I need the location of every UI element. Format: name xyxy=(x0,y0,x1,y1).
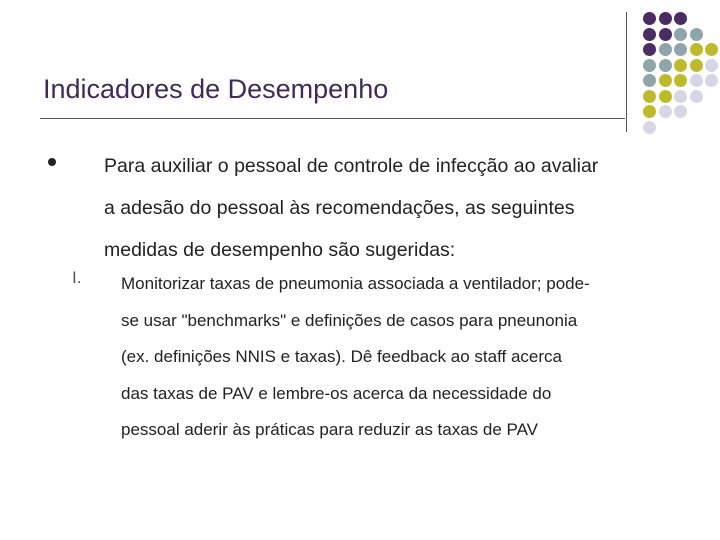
decorative-dot xyxy=(659,28,672,41)
decorative-dot xyxy=(643,43,656,56)
decorative-dot xyxy=(674,74,687,87)
decorative-dot xyxy=(659,43,672,56)
decorative-dot xyxy=(674,12,687,25)
decorative-dot xyxy=(643,28,656,41)
title-divider-horizontal xyxy=(40,118,625,119)
sub-item-marker: I. xyxy=(72,268,82,287)
sub-item-line: Monitorizar taxas de pneumonia associada a ventilador; pode- xyxy=(121,274,590,293)
decorative-dot xyxy=(643,121,656,134)
bullet-dot-icon xyxy=(48,158,56,166)
decorative-dot xyxy=(674,43,687,56)
decorative-dot xyxy=(674,28,687,41)
decorative-dot-grid xyxy=(640,12,720,122)
sub-item-line: se usar "benchmarks" e definições de casos para pneunonia xyxy=(121,310,578,330)
decorative-dot xyxy=(659,74,672,87)
decorative-dot xyxy=(690,59,703,72)
bullet-paragraph xyxy=(104,145,684,271)
decorative-dot xyxy=(643,74,656,87)
bullet-line: medidas de desempenho são sugeridas: xyxy=(104,239,456,261)
decorative-dot xyxy=(659,59,672,72)
decorative-dot xyxy=(674,105,687,118)
decorative-dot xyxy=(705,74,718,87)
decorative-dot xyxy=(705,43,718,56)
slide-title: Indicadores de Desempenho xyxy=(43,74,389,104)
sub-item-line: pessoal aderir às práticas para reduzir as taxas de PAV xyxy=(121,420,539,439)
decorative-dot xyxy=(690,28,703,41)
bullet-line: Para auxiliar o pessoal de controle de infecção ao avaliar xyxy=(104,155,599,177)
decorative-dot xyxy=(643,59,656,72)
decorative-dot xyxy=(659,90,672,103)
sub-item-line: das taxas de PAV e lembre-os acerca da necessidade do xyxy=(121,383,552,403)
decorative-dot xyxy=(674,59,687,72)
bullet-line: a adesão do pessoal às recomendações, as seguintes xyxy=(104,197,575,219)
decorative-dot xyxy=(659,12,672,25)
decorative-dot xyxy=(690,43,703,56)
decorative-dot xyxy=(690,74,703,87)
decorative-dot xyxy=(643,12,656,25)
decorative-dot xyxy=(643,90,656,103)
decorative-dot xyxy=(643,105,656,118)
decorative-dot xyxy=(705,59,718,72)
decorative-dot xyxy=(659,105,672,118)
decorative-dot xyxy=(674,90,687,103)
title-divider-vertical xyxy=(626,12,627,132)
decorative-dot xyxy=(690,90,703,103)
sub-item-paragraph xyxy=(121,266,701,449)
sub-item-line: (ex. definições NNIS e taxas). Dê feedback ao staff acerca xyxy=(121,347,562,366)
